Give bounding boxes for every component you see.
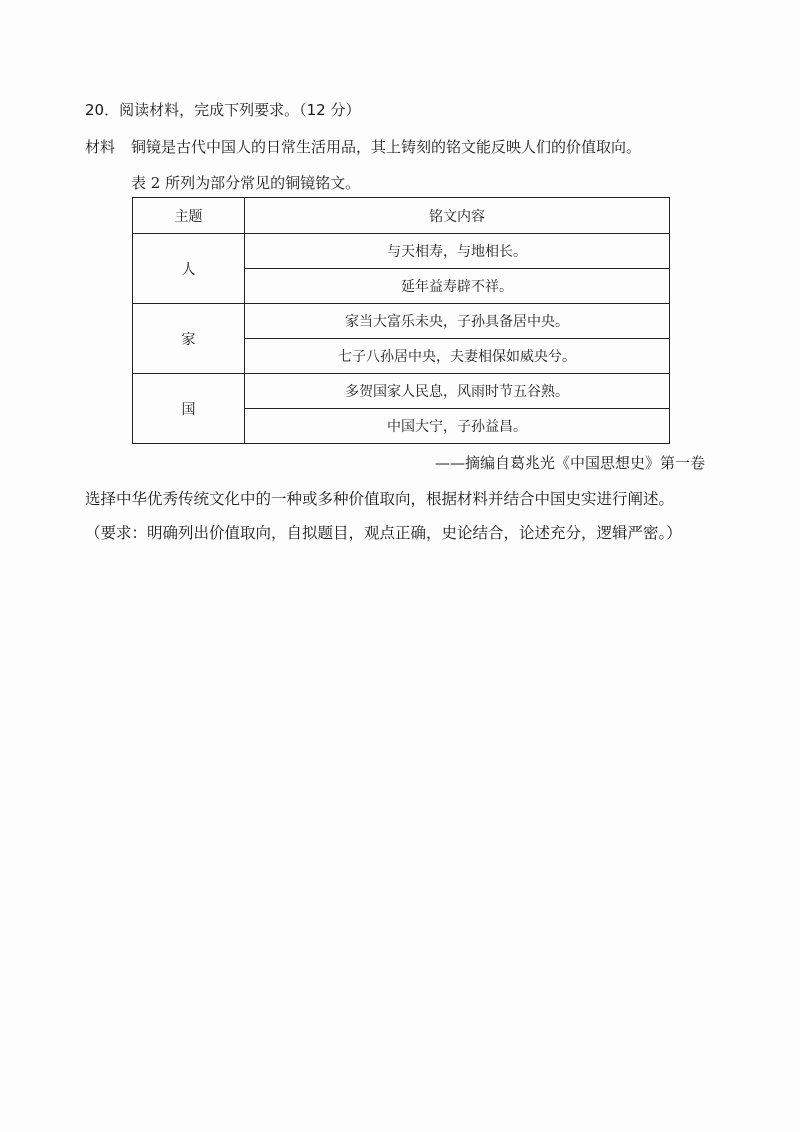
inscription-cell: 多贺国家人民息，风雨时节五谷熟。 (245, 374, 670, 409)
inscription-cell: 家当大富乐未央，子孙具备居中央。 (245, 304, 670, 339)
question-title: 20．阅读材料，完成下列要求。（12 分） (85, 101, 361, 119)
source-citation: ——摘编自葛兆光《中国思想史》第一卷 (434, 454, 705, 472)
header-content: 铭文内容 (245, 198, 670, 234)
topic-cell: 人 (133, 234, 245, 304)
requirement-note: （要求：明确列出价值取向，自拟题目，观点正确，史论结合，论述充分，逻辑严密。） (85, 524, 682, 542)
material-text: 铜镜是古代中国人的日常生活用品，其上铸刻的铭文能反映人们的价值取向。 (131, 138, 642, 156)
table-header-row (133, 198, 670, 234)
inscription-cell: 与天相寿，与地相长。 (245, 234, 670, 269)
table-intro: 表 2 所列为部分常见的铜镜铭文。 (131, 174, 361, 192)
inscription-cell: 七子八孙居中央，夫妻相保如威央兮。 (245, 339, 670, 374)
table-row (133, 304, 670, 339)
table-row (133, 374, 670, 409)
topic-cell: 国 (133, 374, 245, 444)
inscription-cell: 中国大宁，子孙益昌。 (245, 409, 670, 444)
topic-cell: 家 (133, 304, 245, 374)
table-row (133, 234, 670, 269)
task-instruction: 选择中华优秀传统文化中的一种或多种价值取向，根据材料并结合中国史实进行阐述。 (85, 490, 675, 508)
inscription-table (132, 197, 670, 444)
header-topic: 主题 (133, 198, 245, 234)
material-label: 材料 (85, 138, 116, 156)
inscription-cell: 延年益寿辟不祥。 (245, 269, 670, 304)
